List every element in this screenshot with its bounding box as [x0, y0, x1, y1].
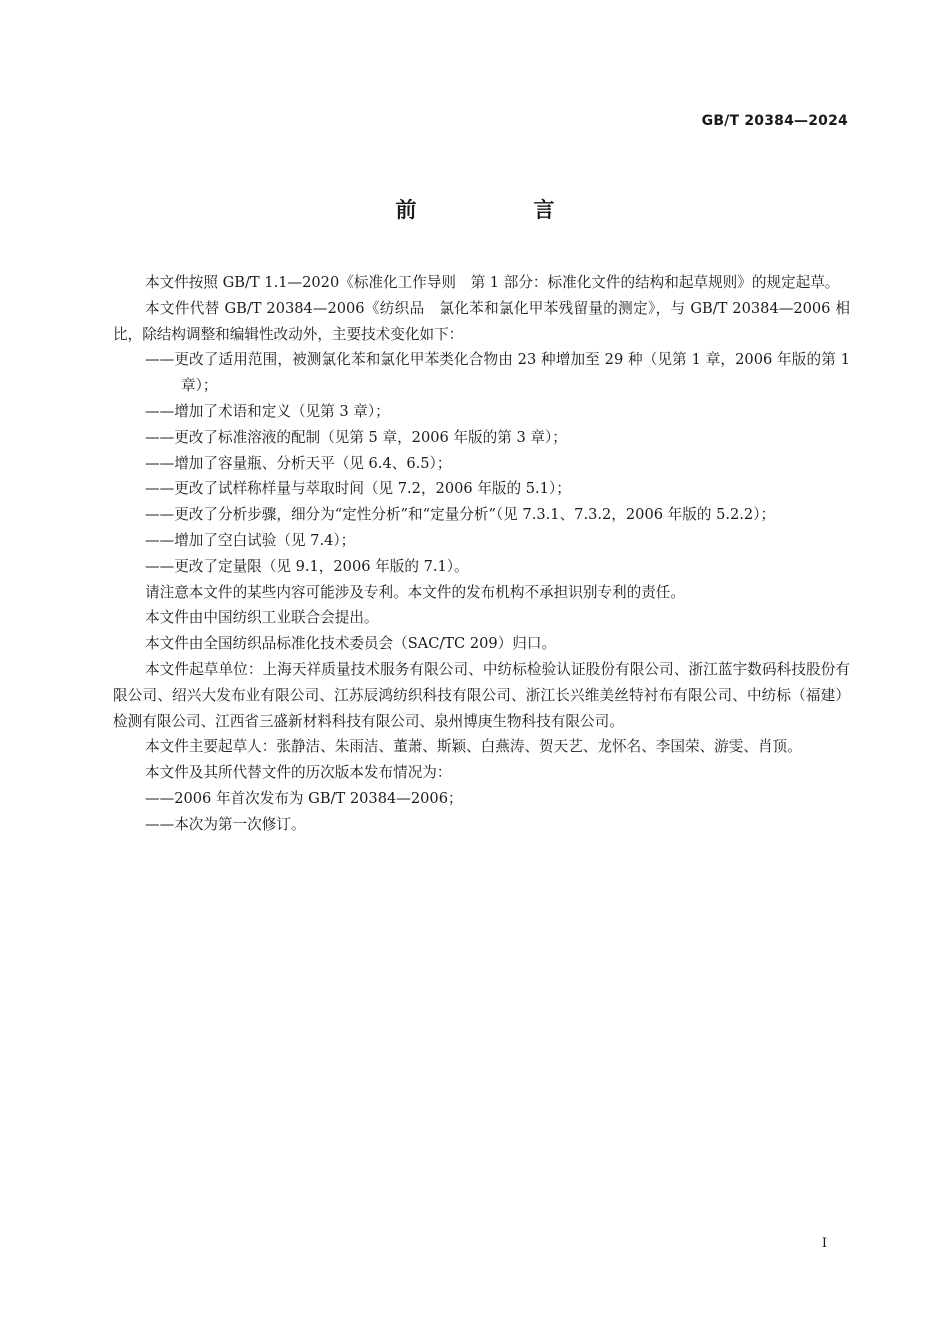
change-item: ——更改了试样称样量与萃取时间（见 7.2，2006 年版的 5.1）； [145, 480, 571, 498]
paragraph: 本文件起草单位：上海天祥质量技术服务有限公司、中纺标检验认证股份有限公司、浙江蓝宇数码科技股份有限公司、绍兴大发布业有限公司、江苏辰鸿纺织科技有限公司、浙江长兴维美丝特衬布有限公司、中纺标（福建）检测有限公司、江西省三盛新材料科技有限公司、泉州博庚生物科技有限公司。 [113, 660, 850, 730]
change-item: ——更改了分析步骤，细分为“定性分析”和“定量分析”（见 7.3.1、7.3.2，2006 年版的 5.2.2）； [145, 506, 776, 524]
paragraph: 本文件由中国纺织工业联合会提出。 [145, 609, 379, 627]
change-item: ——增加了容量瓶、分析天平（见 6.4、6.5）； [145, 454, 452, 472]
change-item: ——增加了空白试验（见 7.4）； [145, 531, 356, 549]
paragraph: 本文件及其所代替文件的历次版本发布情况为： [145, 764, 452, 782]
change-item: ——更改了适用范围，被测氯化苯和氯化甲苯类化合物由 23 种增加至 29 种（见第 1 章，2006 年版的第 1 章）； [145, 351, 850, 395]
change-item: ——增加了术语和定义（见第 3 章）； [145, 402, 390, 420]
change-item: ——更改了标准溶液的配制（见第 5 章，2006 年版的第 3 章）； [145, 428, 567, 446]
paragraph: 本文件主要起草人：张静洁、朱雨洁、董萧、斯颖、白燕涛、贺天艺、龙怀名、李国荣、游雯、肖顶。 [145, 738, 802, 756]
history-item: ——2006 年首次发布为 GB/T 20384—2006； [145, 789, 463, 807]
paragraph: 本文件由全国纺织品标准化技术委员会（SAC/TC 209）归口。 [145, 635, 557, 653]
paragraph: 本文件按照 GB/T 1.1—2020《标准化工作导则 第 1 部分：标准化文件的结构和起草规则》的规定起草。 [145, 274, 840, 291]
paragraph: 请注意本文件的某些内容可能涉及专利。本文件的发布机构不承担识别专利的责任。 [145, 583, 685, 601]
page-title: 前 言 [395, 198, 603, 222]
history-item: ——本次为第一次修订。 [145, 815, 306, 833]
page-number: I [821, 1236, 827, 1251]
foreword-body [113, 270, 850, 838]
paragraph: 本文件代替 GB/T 20384—2006《纺织品 氯化苯和氯化甲苯残留量的测定》，与 GB/T 20384—2006 相比，除结构调整和编辑性改动外，主要技术变化如下： [113, 299, 850, 343]
standard-code: GB/T 20384—2024 [701, 113, 848, 129]
change-item: ——更改了定量限（见 9.1，2006 年版的 7.1）。 [145, 557, 469, 575]
